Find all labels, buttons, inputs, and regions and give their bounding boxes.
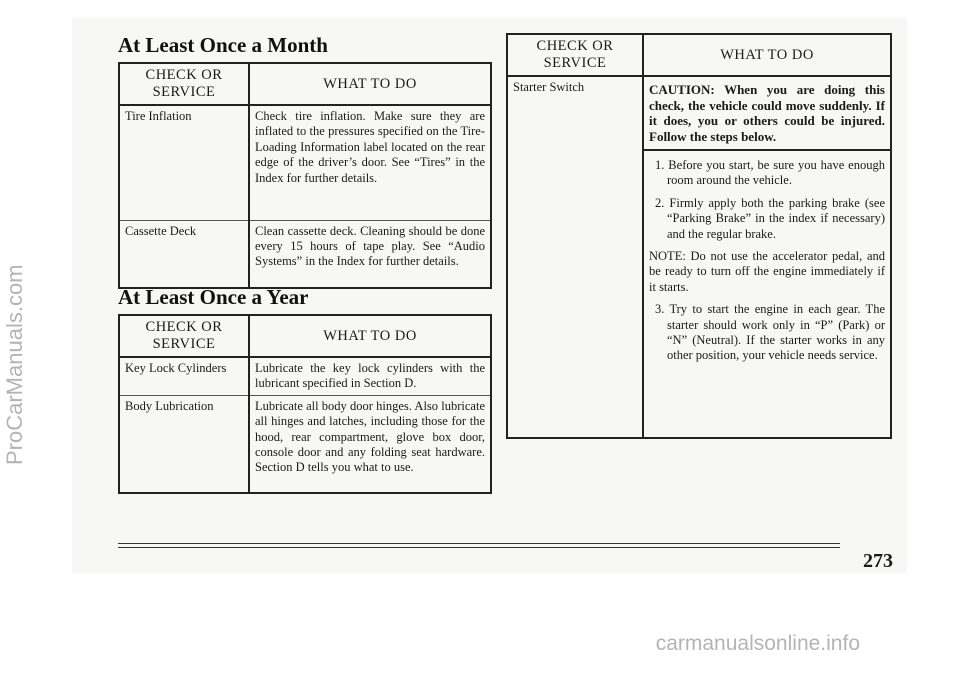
item-cell: Body Lubrication <box>119 395 249 493</box>
item-cell: Cassette Deck <box>119 220 249 288</box>
caution-text: CAUTION: When you are doing this check, the vehicle could move suddenly. If it does, you or others could be injured. Follow the steps below. <box>644 80 890 151</box>
column-header-check: CHECK OR SERVICE <box>119 63 249 105</box>
column-header-what: WHAT TO DO <box>249 315 491 357</box>
year-section-heading: At Least Once a Year <box>118 285 309 309</box>
table-row <box>507 76 891 438</box>
step-two: 2. Firmly apply both the parking brake (see “Parking Brake” in the index if necessary) and the regular brake. <box>655 195 885 241</box>
bottom-watermark: carmanualsonline.info <box>655 632 860 655</box>
column-header-what: WHAT TO DO <box>643 34 891 76</box>
side-watermark: ProCarManuals.com <box>2 264 27 466</box>
column-header-what: WHAT TO DO <box>249 63 491 105</box>
action-cell <box>643 76 891 438</box>
note-text: NOTE: Do not use the accelerator pedal, and be ready to turn off the engine immediately if it starts. <box>649 249 885 294</box>
column-header-check: CHECK OR SERVICE <box>119 315 249 357</box>
step-three: 3. Try to start the engine in each gear. The starter should work only in “P” (Park) or “N” (Neutral). If the starter works in any other position, your vehicle needs service. <box>655 302 885 363</box>
page-number: 273 <box>863 550 893 572</box>
table-row <box>119 357 491 395</box>
action-cell: Lubricate the key lock cylinders with the lubricant specified in Section D. <box>249 357 491 395</box>
table-row <box>119 105 491 220</box>
starter-switch-table <box>506 33 892 439</box>
item-cell: Tire Inflation <box>119 105 249 220</box>
year-maintenance-table <box>118 314 492 494</box>
step-one: 1. Before you start, be sure you have enough room around the vehicle. <box>655 158 885 188</box>
action-cell: Lubricate all body door hinges. Also lubricate all hinges and latches, including those for the hood, rear compartment, glove box door, console door and any folding seat hardware. Section D tells you what to use. <box>249 395 491 493</box>
month-maintenance-table <box>118 62 492 289</box>
month-section-heading: At Least Once a Month <box>118 33 328 57</box>
column-header-check: CHECK OR SERVICE <box>507 34 643 76</box>
item-cell: Starter Switch <box>507 76 643 438</box>
action-cell: Check tire inflation. Make sure they are inflated to the pressures specified on the Tire-Loading Information label located on the rear edge of the driver’s door. See “Tires” in the Index for further details. <box>249 105 491 220</box>
item-cell: Key Lock Cylinders <box>119 357 249 395</box>
footer-rule-bottom <box>118 547 840 548</box>
table-row <box>119 395 491 493</box>
action-cell: Clean cassette deck. Cleaning should be done every 15 hours of tape play. See “Audio Systems” in the Index for further details. <box>249 220 491 288</box>
table-row <box>119 220 491 288</box>
footer-rule-top <box>118 543 840 544</box>
